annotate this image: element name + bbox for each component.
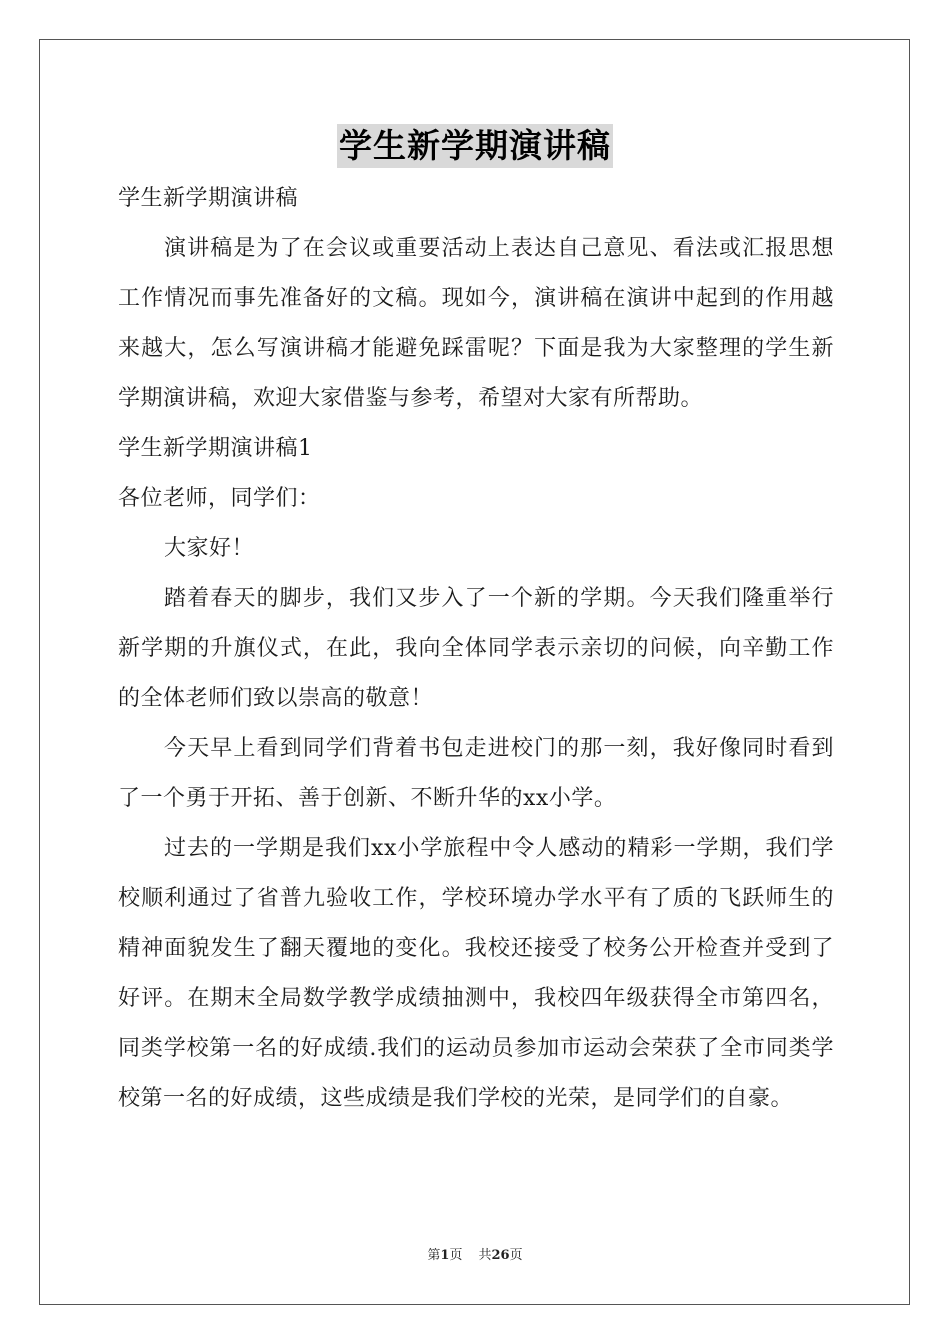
title-container bbox=[0, 124, 950, 168]
paragraph: 学生新学期演讲稿 bbox=[118, 186, 299, 211]
paragraph: 今天早上看到同学们背着书包走进校门的那一刻，我好像同时看到了一个勇于开拓、善于创新、不断升华的xx小学。 bbox=[118, 736, 834, 811]
page-suffix: 页 bbox=[449, 1248, 463, 1263]
paragraph: 演讲稿是为了在会议或重要活动上表达自己意见、看法或汇报思想工作情况而事先准备好的文稿。现如今，演讲稿在演讲中起到的作用越来越大，怎么写演讲稿才能避免踩雷呢？下面是我为大家整理的学生新学期演讲稿，欢迎大家借鉴与参考，希望对大家有所帮助。 bbox=[118, 236, 834, 411]
page-footer bbox=[0, 1246, 950, 1266]
paragraph: 大家好！ bbox=[164, 536, 255, 561]
salutation: 各位老师，同学们： bbox=[118, 486, 321, 511]
section-heading: 学生新学期演讲稿1 bbox=[118, 436, 313, 461]
paragraph: 踏着春天的脚步，我们又步入了一个新的学期。今天我们隆重举行新学期的升旗仪式，在此，我向全体同学表示亲切的问候，向辛勤工作的全体老师们致以崇高的敬意！ bbox=[118, 586, 834, 711]
page-total: 26 bbox=[491, 1248, 510, 1263]
paragraph: 过去的一学期是我们xx小学旅程中令人感动的精彩一学期，我们学校顺利通过了省普九验收工作，学校环境办学水平有了质的飞跃师生的精神面貌发生了翻天覆地的变化。我校还接受了校务公开检查并受到了好评。在期末全局数学教学成绩抽测中，我校四年级获得全市第四名，同类学校第一名的好成绩.我们的运动员参加市运动会荣获了全市同类学校第一名的好成绩，这些成绩是我们学校的光荣，是同学们的自豪。 bbox=[118, 836, 834, 1111]
total-suffix: 页 bbox=[509, 1248, 523, 1263]
page-prefix: 第 bbox=[427, 1248, 441, 1263]
page-current: 1 bbox=[440, 1248, 450, 1263]
document-body bbox=[118, 174, 834, 1124]
document-title: 学生新学期演讲稿 bbox=[337, 124, 613, 168]
total-prefix: 共 bbox=[478, 1248, 492, 1263]
